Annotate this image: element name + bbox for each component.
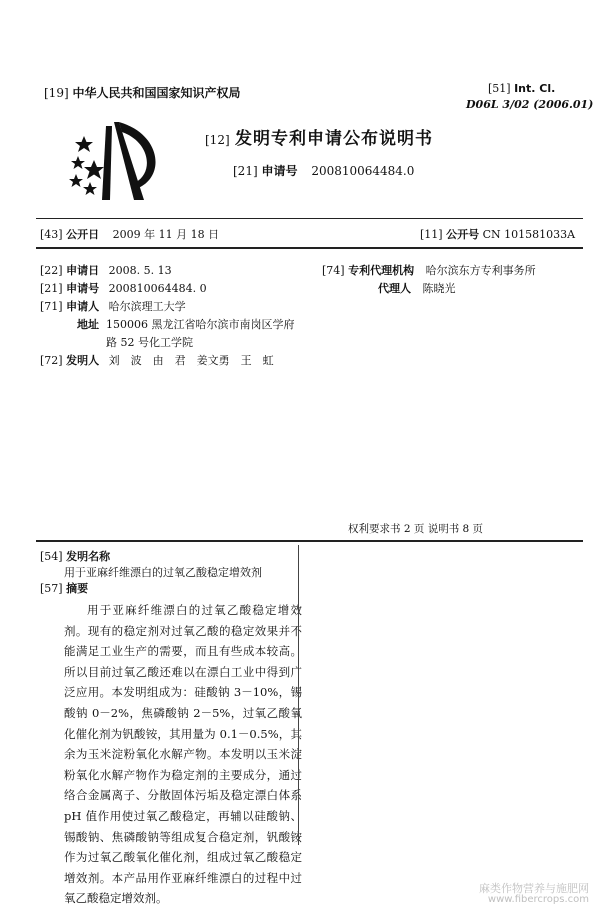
watermark-text: 麻类作物营养与施肥网 [479,882,589,895]
divider [36,540,583,542]
invention-title: 用于亚麻纤维漂白的过氧乙酸稳定增效剂 [64,566,262,579]
agency-label: 专利代理机构 [348,264,415,277]
doc-type-title: 发明专利申请公布说明书 [235,129,434,149]
pub-date-code: [43] [40,228,63,241]
agency-code: [74] [322,264,345,277]
doc-type-code: [12] [205,133,230,147]
applicant-value: 哈尔滨理工大学 [108,300,186,313]
filing-date-label: 申请日 [66,264,100,277]
office-code: [19] [44,86,69,100]
pub-no-value: CN 101581033A [482,228,576,241]
title-label: 发明名称 [66,550,111,563]
address-line-1: 150006 黑龙江省哈尔滨市南岗区学府 [106,318,295,331]
inventor-code: [72] [40,354,63,367]
pub-date-value: 2009 年 11 月 18 日 [112,228,220,241]
pages-info: 权利要求书 2 页 说明书 8 页 [348,523,484,535]
filing-date-value: 2008. 5. 13 [108,264,172,277]
app-no-code: [21] [233,164,258,178]
divider [36,247,583,249]
pub-no-code: [11] [420,228,443,241]
column-divider [298,545,299,845]
abstract-code: [57] [40,582,63,595]
pub-date-label: 公开日 [66,228,100,241]
agency-value: 哈尔滨东方专利事务所 [425,264,536,277]
appno-value: 200810064484. 0 [108,282,207,295]
divider [36,218,583,219]
cnipa-logo-icon [66,116,176,204]
ipc-label: Int. Cl. [514,82,556,95]
abstract-body [64,600,302,909]
agent-value: 陈晓光 [422,282,456,295]
ipc-code: [51] [488,82,511,95]
office-name: 中华人民共和国国家知识产权局 [72,86,241,100]
appno-code: [21] [40,282,63,295]
pub-no-label: 公开号 [446,228,480,241]
title-code: [54] [40,550,63,563]
agent-label: 代理人 [378,282,411,295]
address-label: 地址 [77,318,99,331]
inventors-value: 刘 波 由 君 姜文勇 王 虹 [108,354,274,367]
applicant-label: 申请人 [66,300,100,313]
inventor-label: 发明人 [66,354,100,367]
ipc-value: D06L 3/02 (2006.01) [466,98,594,111]
address-line-2: 路 52 号化工学院 [106,336,193,349]
filing-date-code: [22] [40,264,63,277]
watermark-url: www.fibercrops.com [487,894,589,905]
app-no-value: 200810064484.0 [311,164,415,178]
app-no-label: 申请号 [261,164,298,178]
appno-label: 申请号 [66,282,100,295]
applicant-code: [71] [40,300,63,313]
abstract-label: 摘要 [66,582,89,595]
abstract-text: 用于亚麻纤维漂白的过氧乙酸稳定增效剂。现有的稳定剂对过氧乙酸的稳定效果并不能满足工业生产的需要，而且有些成本较高。所以目前过氧乙酸还难以在漂白工业中得到广泛应用。本发明组成为：硅酸钠 3－10%，锡酸钠 0－2%，焦磷酸钠 2－5%，过氧乙酸氧化催化剂为钒酸铵，其用量为 0.1－0.5%，其余为玉米淀粉氧化水解产物。本发明以玉米淀粉氧化水解产物作为稳定剂的主要成分，通过络合金属离子、分散固体污垢及稳定漂白体系 pH 值作用使过氧乙酸稳定，再辅以硅酸钠、锡酸钠、焦磷酸钠等组成复合稳定剂，钒酸铵作为过氧乙酸氧化催化剂，组成过氧乙酸稳定增效剂。本产品用作亚麻纤维漂白的过程中过氧乙酸稳定增效剂。 [64,603,302,906]
